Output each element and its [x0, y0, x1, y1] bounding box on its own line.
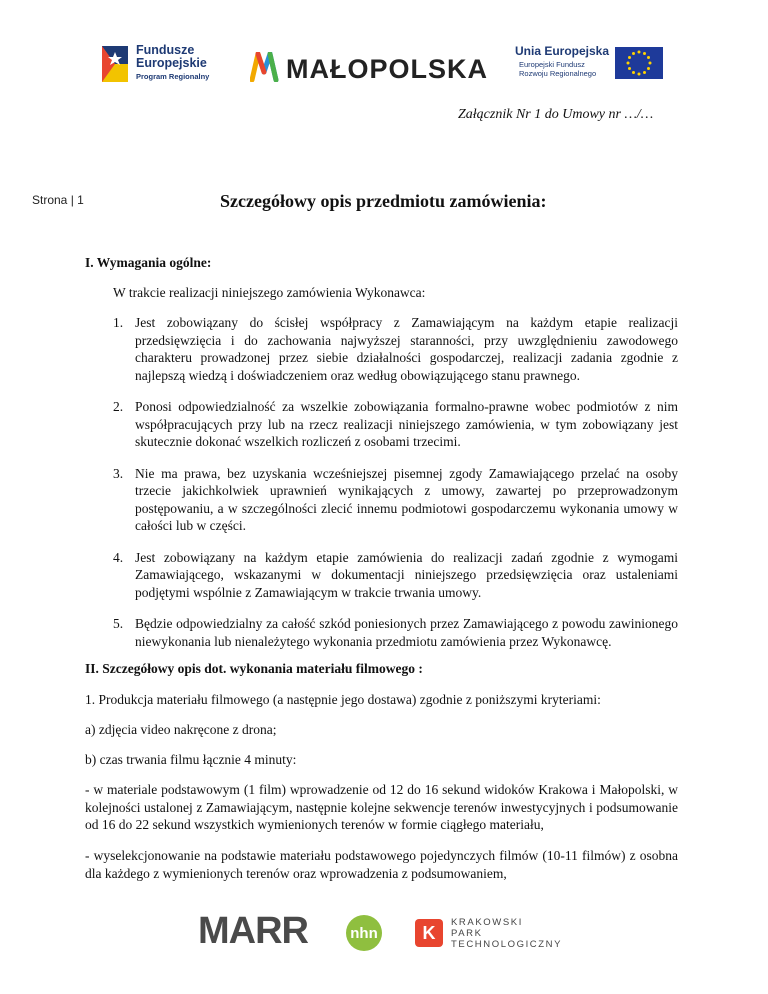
kpt-line1: KRAKOWSKI [451, 917, 523, 928]
kpt-line3: TECHNOLOGICZNY [451, 939, 563, 950]
section2-paragraph-3: b) czas trwania filmu łącznie 4 minuty: [85, 752, 297, 767]
unia-europejska-logo [515, 44, 665, 84]
page-number-label: Strona | 1 [32, 193, 84, 207]
list-item [113, 398, 678, 451]
fe-line2: Europejskie [136, 56, 207, 70]
list-item-text: Jest zobowiązany na każdym etapie zamówienia do realizacji zadań zgodnie z wymogami Zamawiającego, wskazanymi w dokumentacji niniejszego przedsięwzięcia oraz ustaleniami podjętymi wspólnie z Zamawiającym w trakcie trwania umowy. [135, 549, 678, 600]
kpt-emblem-icon: K [415, 919, 443, 947]
marr-logo [198, 910, 308, 953]
marr-logo-text: MARR [198, 910, 308, 952]
ue-sub1: Europejski Fundusz [519, 60, 585, 69]
fe-line1: Fundusze [136, 43, 195, 57]
eu-flag-icon [615, 47, 663, 79]
section2-paragraph-5: - wyselekcjonowanie na podstawie materiału podstawowego pojedynczych filmów (10-11 filmów) z osobna dla każdego z wymienionych terenów oraz wprowadzenia z podsumowaniem, [85, 848, 678, 881]
section1-list [113, 314, 678, 650]
fundusze-europejskie-emblem-icon [98, 44, 132, 84]
ue-title: Unia Europejska [515, 44, 610, 58]
list-item-number: 4. [113, 549, 124, 565]
kpt-logo [415, 915, 575, 951]
list-item-number: 1. [113, 315, 124, 330]
annex-reference: Załącznik Nr 1 do Umowy nr …/… [458, 107, 654, 122]
fe-line3: Program Regionalny [136, 72, 210, 81]
fundusze-europejskie-logo [98, 44, 218, 86]
list-item-text: Jest zobowiązany do ścisłej współpracy z Zamawiającym na każdym etapie realizacji przedsięwzięcia i do zachowania najwyższej staranności, przy uwzględnieniu zawodowego charakteru prowadzonej przez siebie działalności gospodarczej, realizacji zadania zgodnie z najlepszą wiedzą i doświadczeniem oraz według obowiązującego stanu prawnego. [135, 315, 678, 383]
section2-paragraph-1: 1. Produkcja materiału filmowego (a następnie jego dostawa) zgodnie z poniższymi kryteriami: [85, 692, 601, 707]
list-item [113, 314, 678, 384]
list-item-number: 5. [113, 616, 124, 631]
section1-heading: I. Wymagania ogólne: [85, 255, 212, 270]
list-item [113, 465, 678, 535]
kpt-line2: PARK [451, 928, 483, 939]
malopolska-logo [250, 52, 490, 86]
list-item-number: 3. [113, 465, 124, 481]
section2-paragraph-4: - w materiale podstawowym (1 film) wprowadzenie od 12 do 16 sekund widoków Krakowa i Małopolski, w kolejności ustalonej z Zamawiającym, następnie kolejne sekwencje terenów inwestycyjnych i podsumowanie od 16 do 22 sekund wszystkich wymienionych terenów w formie ciągłego materiału, [85, 782, 678, 832]
document-title: Szczegółowy opis przedmiotu zamówienia: [220, 191, 547, 211]
list-item [113, 615, 678, 650]
ue-sub2: Rozwoju Regionalnego [519, 69, 597, 78]
list-item-text: Będzie odpowiedzialny za całość szkód poniesionych przez Zamawiającego z powodu zawinionego niewykonania lub nienależytego wykonania przedmiotu zamówienia przez Wykonawcę. [135, 616, 678, 649]
malopolska-wordmark: MAŁOPOLSKA [286, 54, 488, 84]
list-item-text: Nie ma prawa, bez uzyskania wcześniejszej pisemnej zgody Zamawiającego przelać na osoby trzecie jakichkolwiek uprawnień wynikających z umowy, zawartej po przeprowadzonym postępowaniu, a w szczególności zlecić innemu podmiotowi gospodarczemu wykonania umowy w całości lub w części. [135, 465, 678, 533]
nhn-logo: nhn [346, 915, 382, 951]
section2-heading: II. Szczegółowy opis dot. wykonania materiału filmowego : [85, 661, 423, 676]
list-item [113, 549, 678, 602]
list-item-text: Ponosi odpowiedzialność za wszelkie zobowiązania formalno-prawne wobec podmiotów z nim współpracujących przy lub na rzecz realizacji niniejszego zamówienia, w tym zobowiązany jest skutecznie dokonać wszelkich rozliczeń z osobami trzecimi. [135, 399, 678, 449]
list-item-number: 2. [113, 399, 124, 414]
section2-paragraph-2: a) zdjęcia video nakręcone z drona; [85, 722, 277, 737]
section1-intro: W trakcie realizacji niniejszego zamówienia Wykonawca: [113, 285, 426, 300]
malopolska-m-icon [250, 52, 282, 82]
